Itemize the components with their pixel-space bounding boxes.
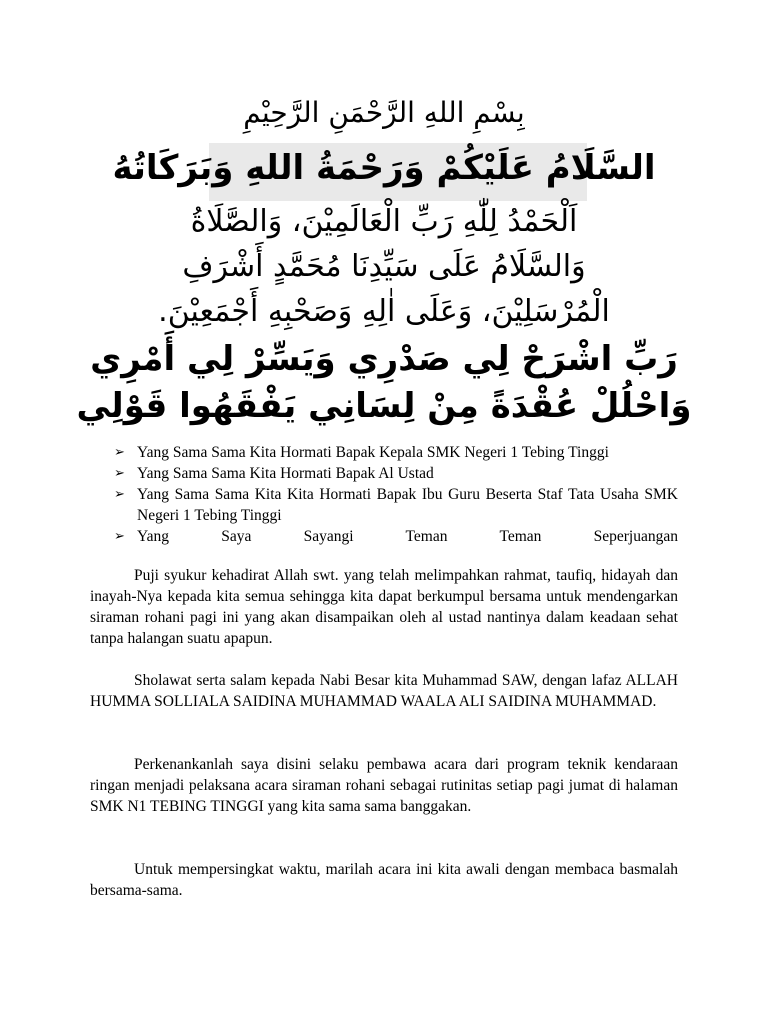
greeting-item: [114, 442, 678, 463]
arabic-doa-line: وَاحْلُلْ عُقْدَةً مِنْ لِسَانِي يَفْقَهُوا قَوْلِي: [76, 386, 692, 426]
arabic-hamdalah-line: اَلْحَمْدُ لِلّٰهِ رَبِّ الْعَالَمِيْنَ، وَالصَّلَاةُ: [190, 204, 578, 239]
greeting-list: [114, 442, 678, 547]
greeting-text: Yang Sama Sama Kita Hormati Bapak Kepala SMK Negeri 1 Tebing Tinggi: [137, 444, 609, 461]
greeting-text: Yang Saya Sayangi Teman Teman Seperjuangan: [137, 528, 678, 545]
arabic-doa-line: رَبِّ اشْرَحْ لِي صَدْرِي وَيَسِّرْ لِي أَمْرِي: [90, 339, 678, 379]
greeting-text: Yang Sama Sama Kita Kita Hormati Bapak Ibu Guru Beserta Staf Tata Usaha SMK Negeri 1 Tebing Tinggi: [137, 486, 678, 524]
arrow-bullet-icon: ➢: [114, 487, 125, 502]
arabic-hamdalah-line: الْمُرْسَلِيْنَ، وَعَلَى اٰلِهِ وَصَحْبِهِ أَجْمَعِيْنَ.: [158, 294, 610, 329]
greeting-item: [114, 463, 678, 484]
body-paragraph: Puji syukur kehadirat Allah swt. yang telah melimpahkan rahmat, taufiq, hidayah dan inayah-Nya kepada kita semua sehingga kita dapat berkumpul bersama untuk mendengarkan siraman rohani pagi ini yang akan disampaikan oleh al ustad nantinya dalam keadaan sehat tanpa halangan suatu apapun.: [90, 567, 678, 647]
greeting-text: Yang Sama Sama Kita Hormati Bapak Al Ustad: [137, 465, 434, 482]
arabic-hamdalah-line: وَالسَّلَامُ عَلَى سَيِّدِنَا مُحَمَّدٍ أَشْرَفِ: [182, 249, 586, 284]
arabic-salam: السَّلَامُ عَلَيْكُمْ وَرَحْمَةُ اللهِ وَبَرَكَاتُهُ: [112, 148, 656, 188]
greeting-item: [114, 484, 678, 526]
greeting-item: [114, 526, 678, 547]
body-paragraph: Sholawat serta salam kepada Nabi Besar kita Muhammad SAW, dengan lafaz ALLAH HUMMA SOLLIALA SAIDINA MUHAMMAD WAALA ALI SAIDINA MUHAMMAD.: [90, 672, 678, 710]
body-paragraph: Perkenankanlah saya disini selaku pembawa acara dari program teknik kendaraan ringan menjadi pelaksana acara siraman rohani sebagai rutinitas setiap pagi jumat di halaman SMK N1 TEBING TINGGI yang kita sama sama banggakan.: [90, 756, 678, 815]
body-paragraph: Untuk mempersingkat waktu, marilah acara ini kita awali dengan membaca basmalah bersama-sama.: [90, 861, 678, 899]
arabic-bismillah: بِسْمِ اللهِ الرَّحْمَنِ الرَّحِيْمِ: [243, 96, 525, 129]
arrow-bullet-icon: ➢: [114, 445, 125, 460]
arrow-bullet-icon: ➢: [114, 529, 125, 544]
arrow-bullet-icon: ➢: [114, 466, 125, 481]
